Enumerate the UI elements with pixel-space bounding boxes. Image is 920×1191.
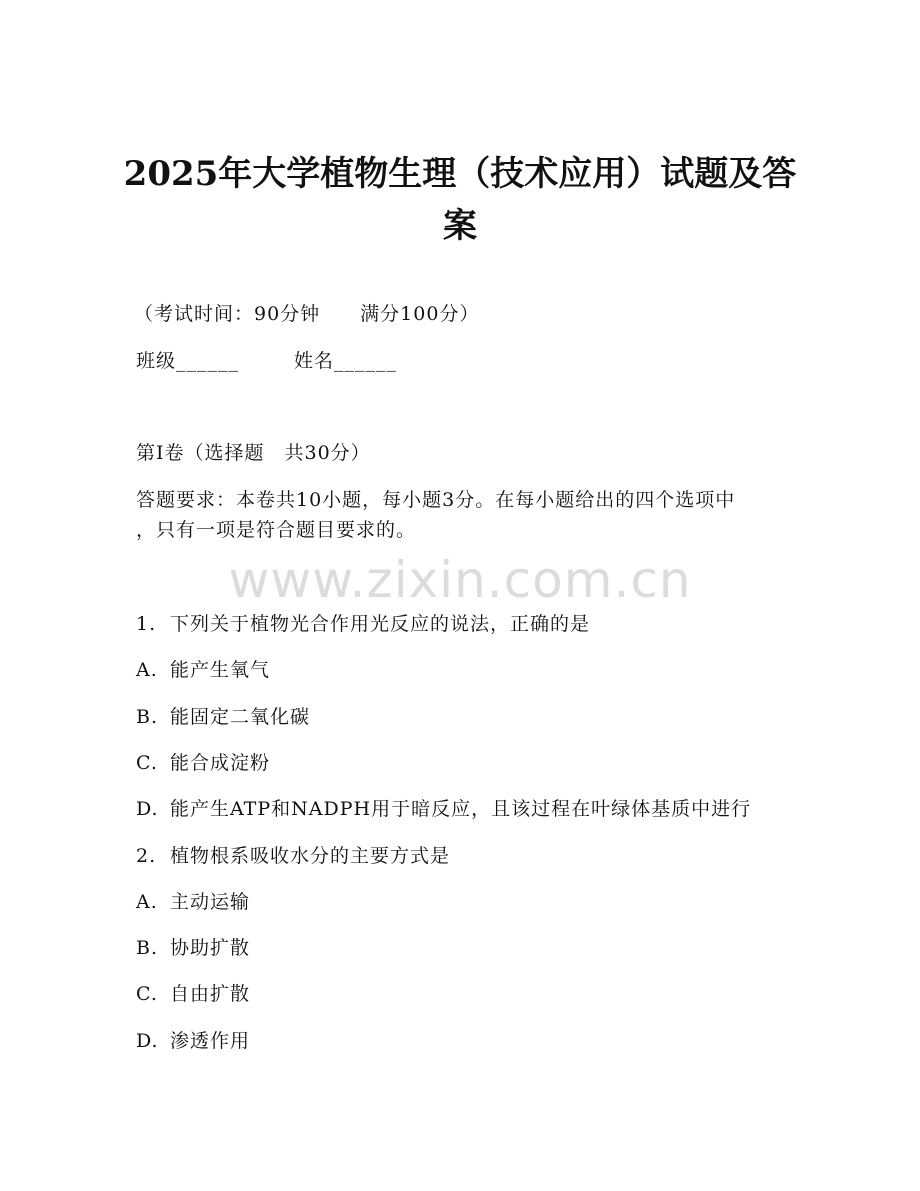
question-1-option-c: [136, 749, 270, 777]
requirements-line-2: ，只有一项是符合题目要求的。: [136, 519, 417, 541]
option-letter: D.: [136, 1030, 159, 1052]
option-letter: C.: [136, 752, 158, 774]
section-heading: 第I卷（选择题 共30分）: [136, 442, 371, 464]
question-1-option-d: [136, 795, 751, 823]
option-text: 能产生ATP和NADPH用于暗反应，且该过程在叶绿体基质中进行: [170, 798, 752, 820]
exam-info: （考试时间：90分钟 满分100分）: [134, 303, 480, 325]
question-2-option-a: [136, 888, 250, 916]
option-text: 渗透作用: [170, 1030, 251, 1052]
option-letter: C.: [136, 983, 158, 1005]
watermark: www.zixin.com.cn: [228, 551, 692, 609]
option-letter: D.: [136, 798, 159, 820]
option-text: 能固定二氧化碳: [170, 706, 311, 728]
requirements-line-1: 答题要求：本卷共10小题，每小题3分。在每小题给出的四个选项中: [136, 489, 736, 511]
question-number: 1.: [136, 613, 157, 635]
question-text: 植物根系吸收水分的主要方式是: [170, 845, 451, 867]
option-letter: B.: [136, 937, 159, 959]
question-1: [136, 610, 590, 638]
question-1-option-a: [136, 656, 270, 684]
option-letter: A.: [136, 891, 158, 913]
question-2-option-d: [136, 1027, 250, 1055]
option-text: 能产生氧气: [170, 659, 271, 681]
question-number: 2.: [136, 845, 157, 867]
option-letter: B.: [136, 706, 159, 728]
class-field: 班级______: [136, 350, 240, 372]
question-1-option-b: [136, 703, 310, 731]
question-2-option-b: [136, 934, 250, 962]
question-2-option-c: [136, 980, 250, 1008]
name-field: 姓名______: [294, 350, 398, 372]
option-letter: A.: [136, 659, 158, 681]
option-text: 主动运输: [170, 891, 251, 913]
option-text: 自由扩散: [170, 983, 251, 1005]
document-title: 2025年大学植物生理（技术应用）试题及答案: [123, 154, 797, 246]
option-text: 协助扩散: [170, 937, 251, 959]
question-2: [136, 842, 450, 870]
option-text: 能合成淀粉: [170, 752, 271, 774]
question-text: 下列关于植物光合作用光反应的说法，正确的是: [170, 613, 591, 635]
